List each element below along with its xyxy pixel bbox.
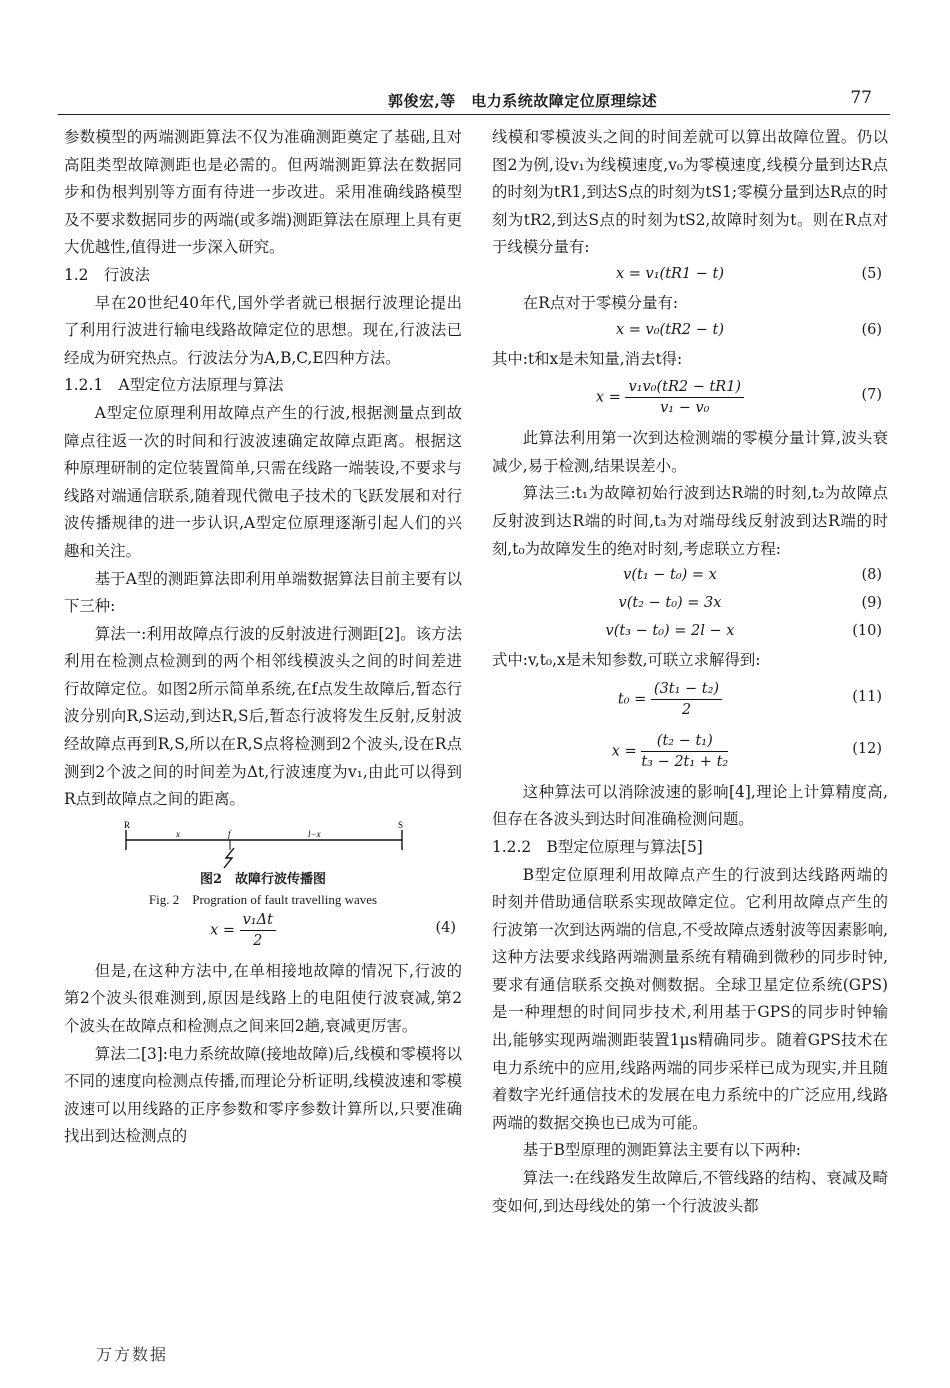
- paragraph: 其中:t和x是未知量,消去t得:: [492, 349, 683, 368]
- eq-denominator: 2: [681, 701, 692, 718]
- eq-numerator: v₁Δt: [240, 910, 276, 931]
- label-R: R: [124, 819, 131, 830]
- eq-lhs: x =: [611, 743, 637, 760]
- eq-denominator: 2: [253, 932, 263, 949]
- fault-wave-diagram: [64, 818, 462, 870]
- eq-denominator: v₁ − v₀: [660, 400, 710, 417]
- paragraph: 算法一:在线路发生故障后,不管线路的结构、衰减及畸变如何,到达母线处的第一个行波波头都: [492, 1169, 888, 1215]
- paragraph: 算法二[3]:电力系统故障(接地故障)后,线模和零模将以不同的速度向检测点传播,而理论分析证明,线模波速和零模波速可以用线路的正序参数和零序参数计算所以,只要准确找出到达检测点的: [64, 1044, 462, 1146]
- paragraph: 基于A型的测距算法即利用单端数据算法目前主要有以下三种:: [64, 569, 462, 616]
- paragraph: 此算法利用第一次到达检测端的零模分量计算,波头衰减少,易于检测,结果误差小。: [492, 429, 888, 475]
- equation-8: [492, 563, 888, 591]
- eq-numerator: (3t₁ − t₂): [651, 679, 722, 700]
- paragraph: 算法一:利用故障点行波的反射波进行测距[2]。该方法利用在检测点检测到的两个相邻线模波头之间的时间差进行故障定位。如图2所示简单系统,在f点发生故障后,暂态行波分别向R,S运动,到达R,S后,暂态行波将发生反射,反射波经故障点再到R,S,所以在R,S点将检测到2个波头,设在R点测到2个波之间的时间差为Δt,行波速度为v₁,由此可以得到R点到故障点之间的距离。: [64, 624, 462, 809]
- section-heading: 1.2 行波法: [64, 265, 151, 284]
- paragraph: 式中:v,t₀,x是未知参数,可联立求解得到:: [492, 651, 761, 670]
- label-S: S: [398, 819, 404, 830]
- equation-7: [492, 373, 888, 425]
- equation-number: (8): [861, 567, 882, 584]
- equation-number: (9): [861, 595, 882, 612]
- equation-11: [492, 675, 888, 727]
- equation-number: (12): [852, 740, 882, 757]
- paragraph: 线模和零模波头之间的时间差就可以算出故障位置。仍以图2为例,设v₁为线模速度,v₀为零模速度,线模分量到达R点的时刻为tR1,到达S点的时刻为tS1;零模分量到达R点的时刻为tR2,到达S点的时刻为tS2,故障时刻为t。则在R点对于线模分量有:: [492, 128, 888, 257]
- eq-numerator: (t₂ − t₁): [641, 731, 728, 752]
- figure-caption-cn: 图2 故障行波传播图: [199, 871, 327, 887]
- eq-body: v(t₂ − t₀) = 3x: [618, 595, 722, 612]
- eq-lhs: t₀ =: [617, 691, 647, 708]
- equation-number: (5): [861, 265, 882, 282]
- equation-5: [492, 262, 888, 290]
- eq-denominator: t₃ − 2t₁ + t₂: [641, 753, 729, 770]
- figure-caption-en: Fig. 2 Progration of fault travelling waves: [148, 891, 378, 907]
- label-x: x: [176, 828, 180, 839]
- footer-watermark: 万方数据: [96, 1345, 169, 1364]
- equation-6: [492, 318, 888, 346]
- eq-body: x = v₁(tR1 − t): [615, 265, 725, 282]
- paragraph: 早在20世纪40年代,国外学者就已根据行波理论提出了利用行波进行输电线路故障定位的思想。现在,行波法已经成为研究热点。行波法分为A,B,C,E四种方法。: [64, 293, 462, 367]
- subsection-heading: 1.2.1 A型定位方法原理与算法: [64, 376, 284, 395]
- page-number: 77: [850, 88, 872, 108]
- paragraph: A型定位原理利用故障点产生的行波,根据测量点到故障点往返一次的时间和行波波速确定故障点距离。根据这种原理研制的定位装置简单,只需在线路一端装设,不要求与线路对端通信联系,随着现代微电子技术的飞跃发展和对行波传播规律的进一步认识,A型定位原理逐渐引起人们的兴趣和关注。: [64, 403, 462, 560]
- equation-4: [64, 906, 462, 958]
- equation-9: [492, 591, 888, 619]
- left-column: [64, 124, 462, 1151]
- right-column: [492, 124, 888, 1220]
- equation-number: (6): [861, 321, 882, 338]
- paragraph: 在R点对于零模分量有:: [522, 293, 679, 312]
- paragraph: 算法三:t₁为故障初始行波到达R端的时刻,t₂为故障点反射波到达R端的时间,t₃为对端母线反射波到达R端的时刻,t₀为故障发生的绝对时刻,考虑联立方程:: [492, 484, 888, 558]
- eq-numerator: v₁v₀(tR2 − tR1): [625, 377, 744, 398]
- paragraph: 但是,在这种方法中,在单相接地故障的情况下,行波的第2个波头很难测到,原因是线路上的电阻使行波衰减,第2个波头在故障点和检测点之间来回2趟,衰减更厉害。: [64, 961, 462, 1036]
- label-l-minus-x: l−x: [308, 828, 321, 839]
- equation-10: [492, 619, 888, 647]
- paragraph: 参数模型的两端测距算法不仅为准确测距奠定了基础,且对高阻类型故障测距也是必需的。但两端测距算法在数据同步和伪根判别等方面有待进一步改进。采用准确线路模型及不要求数据同步的两端(或多端)测距算法在原理上具有更大优越性,值得进一步深入研究。: [64, 128, 462, 257]
- subsection-heading: 1.2.2 B型定位原理与算法[5]: [492, 837, 703, 856]
- eq-lhs: x =: [595, 389, 621, 406]
- equation-12: [492, 727, 888, 779]
- equation-number: (4): [435, 919, 456, 936]
- equation-number: (11): [852, 688, 882, 705]
- eq-lhs: x =: [210, 922, 235, 939]
- eq-body: x = v₀(tR2 − t): [615, 321, 725, 338]
- eq-body: v(t₁ − t₀) = x: [623, 567, 717, 584]
- label-f: f: [228, 828, 231, 839]
- equation-number: (7): [861, 387, 882, 404]
- paragraph: 这种算法可以消除波速的影响[4],理论上计算精度高,但存在各波头到达时间准确检测问题。: [492, 782, 888, 829]
- equation-number: (10): [852, 623, 882, 640]
- page-header: [58, 88, 890, 115]
- lightning-fault-icon: [224, 848, 234, 868]
- paragraph: 基于B型原理的测距算法主要有以下两种:: [522, 1141, 801, 1160]
- figure-2: [64, 814, 462, 906]
- paragraph: B型定位原理利用故障点产生的行波到达线路两端的时刻并借助通信联系实现故障定位。它利用故障点产生的行波第一次到达两端的信息,不受故障点透射波等因素影响,这种方法要求线路两端测量系统有精确到微秒的同步时钟,要求有通信联系交换对侧数据。全球卫星定位系统(GPS)是一种理想的时间同步技术,利用基于GPS的同步时钟输出,能够实现两端测距装置1μs精确同步。随着GPS技术在电力系统中的应用,线路两端的同步采样已成为现实,并且随着数字光纤通信技术的发展在电力系统中的广泛应用,线路两端的数据交换也已成为可能。: [492, 865, 888, 1132]
- eq-body: v(t₃ − t₀) = 2l − x: [605, 623, 735, 640]
- running-title: 郭俊宏,等 电力系统故障定位原理综述: [388, 92, 658, 110]
